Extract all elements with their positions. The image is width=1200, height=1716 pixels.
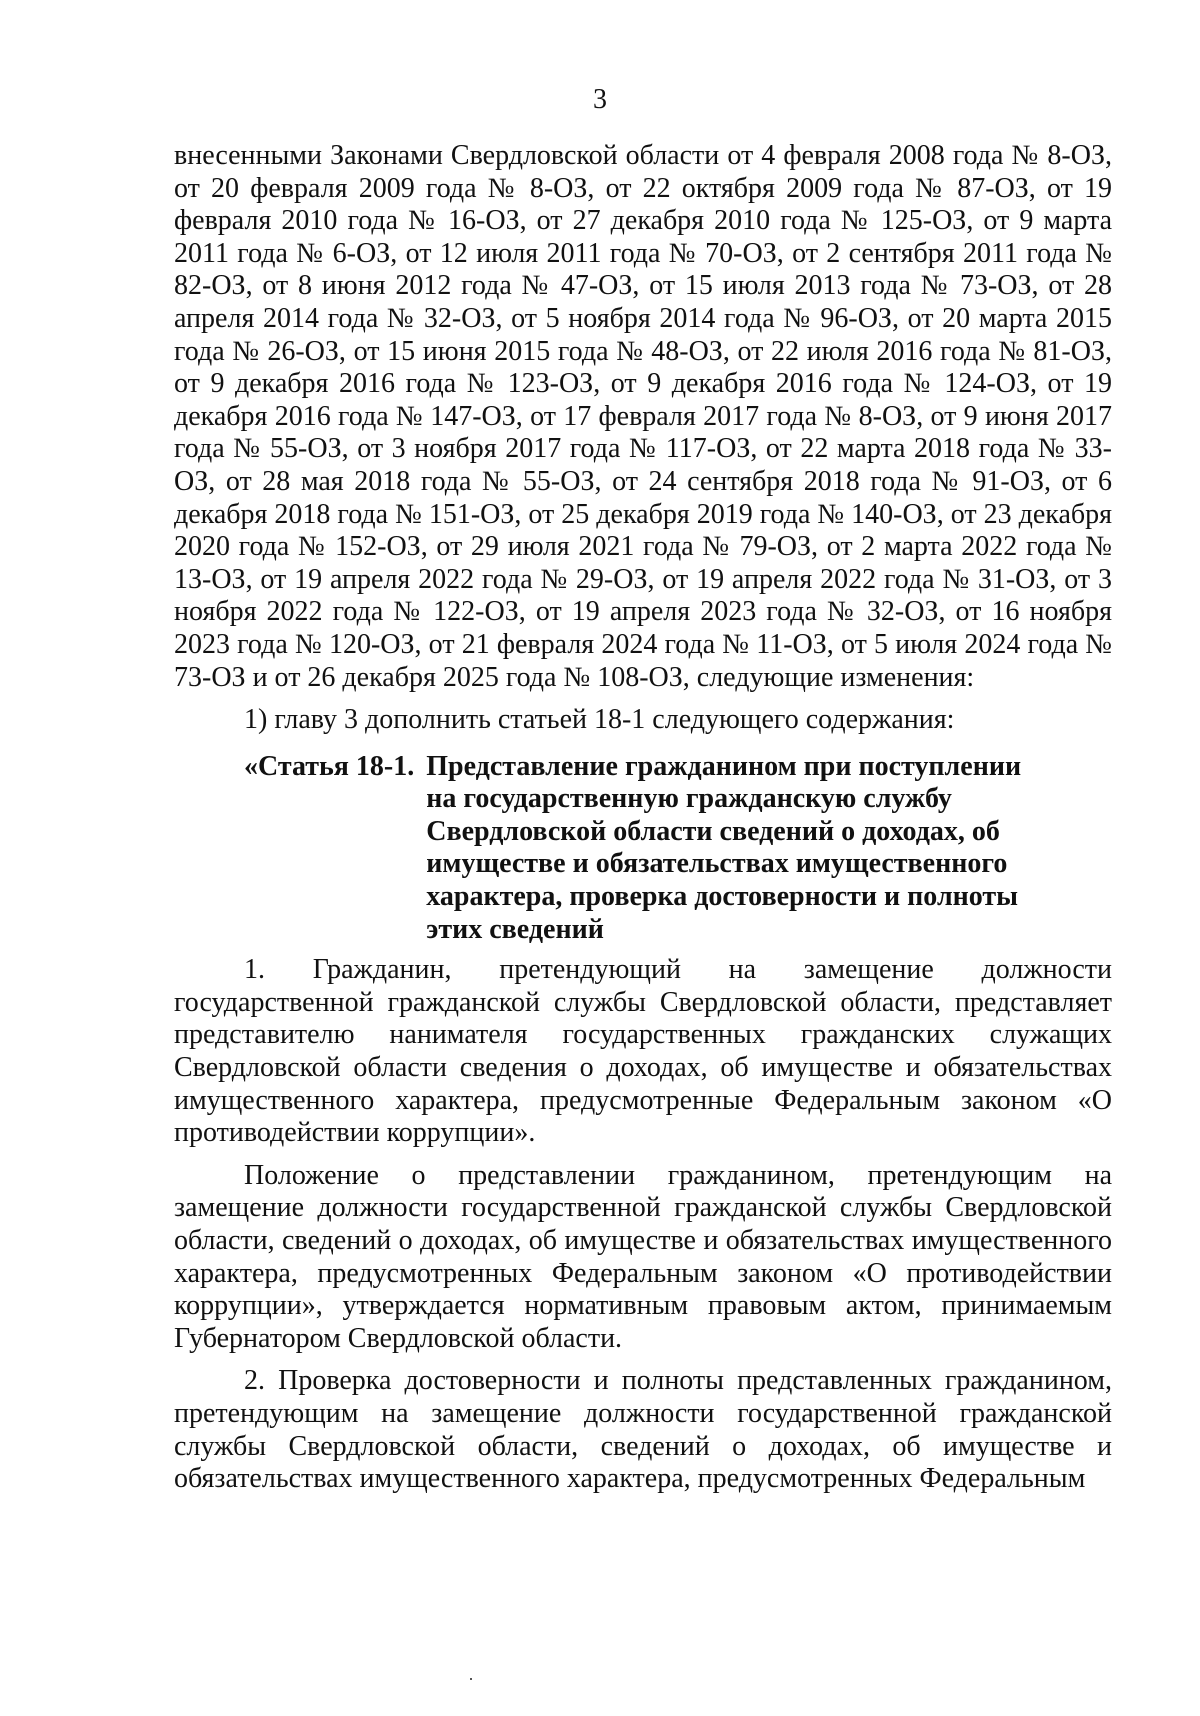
intro-paragraph: внесенными Законами Свердловской области от 4 февраля 2008 года № 8-ОЗ, от 20 февраля 2009 года № 8-ОЗ, от 22 октября 2009 года № 87-ОЗ, от 19 февраля 2010 года № 16-ОЗ, от 27 декабря 2010 года № 125-ОЗ, от 9 марта 2011 года № 6-ОЗ, от 12 июля 2011 года № 70-ОЗ, от 2 сентября 2011 года № 82-ОЗ, от 8 июня 2012 года № 47-ОЗ, от 15 июля 2013 года № 73-ОЗ, от 28 апреля 2014 года № 32-ОЗ, от 5 ноября 2014 года № 96-ОЗ, от 20 марта 2015 года № 26-ОЗ, от 15 июня 2015 года № 48-ОЗ, от 22 июля 2016 года № 81-ОЗ, от 9 декабря 2016 года № 123-ОЗ, от 9 декабря 2016 года № 124-ОЗ, от 19 декабря 2016 года № 147-ОЗ, от 17 февраля 2017 года № 8-ОЗ, от 9 июня 2017 года № 55-ОЗ, от 3 ноября 2017 года № 117-ОЗ, от 22 марта 2018 года № 33-ОЗ, от 28 мая 2018 года № 55-ОЗ, от 24 сентября 2018 года № 91-ОЗ, от 6 декабря 2018 года № 151-ОЗ, от 25 декабря 2019 года № 140-ОЗ, от 23 декабря 2020 года № 152-ОЗ, от 29 июля 2021 года № 79-ОЗ, от 2 марта 2022 года № 13-ОЗ, от 19 апреля 2022 года № 29-ОЗ, от 19 апреля 2022 года № 31-ОЗ, от 3 ноября 2022 года № 122-ОЗ, от 19 апреля 2023 года № 32-ОЗ, от 16 ноября 2023 года № 120-ОЗ, от 21 февраля 2024 года № 11-ОЗ, от 5 июля 2024 года № 73-ОЗ и от 26 декабря 2025 года № 108-ОЗ, следующие изменения: bbox=[174, 140, 1112, 693]
article-paragraph-3: 2. Проверка достоверности и полноты представленных гражданином, претендующим на замещение должности государственной гражданской службы Свердловской области, сведений о доходах, об имуществе и обязательствах имущественного характера, предусмотренных Федеральным bbox=[174, 1365, 1112, 1495]
page-number: 3 bbox=[593, 84, 607, 115]
document-body bbox=[174, 140, 1112, 1496]
article-label: «Статья 18-1. bbox=[244, 750, 415, 782]
article-heading bbox=[244, 751, 1112, 947]
item-1-paragraph: 1) главу 3 дополнить статьей 18-1 следующего содержания: bbox=[244, 704, 955, 736]
article-title: Представление гражданином при поступлении на государственную гражданскую службу Свердловской области сведений о доходах, об имуществе и обязательствах имущественного характера, проверка достоверности и полноты этих сведений bbox=[426, 750, 1022, 945]
article-paragraph-1: 1. Гражданин, претендующий на замещение должности государственной гражданской службы Свердловской области, представляет представителю нанимателя государственных гражданских служащих Свердловской области сведения о доходах, об имуществе и обязательствах имущественного характера, предусмотренные Федеральным законом «О противодействии коррупции». bbox=[174, 954, 1112, 1149]
scan-dot-mark bbox=[470, 1678, 472, 1680]
article-paragraph-2: Положение о представлении гражданином, претендующим на замещение должности государственной гражданской службы Свердловской области, сведений о доходах, об имуществе и обязательствах имущественного характера, предусмотренных Федеральным законом «О противодействии коррупции», утверждается нормативным правовым актом, принимаемым Губернатором Свердловской области. bbox=[174, 1159, 1112, 1354]
